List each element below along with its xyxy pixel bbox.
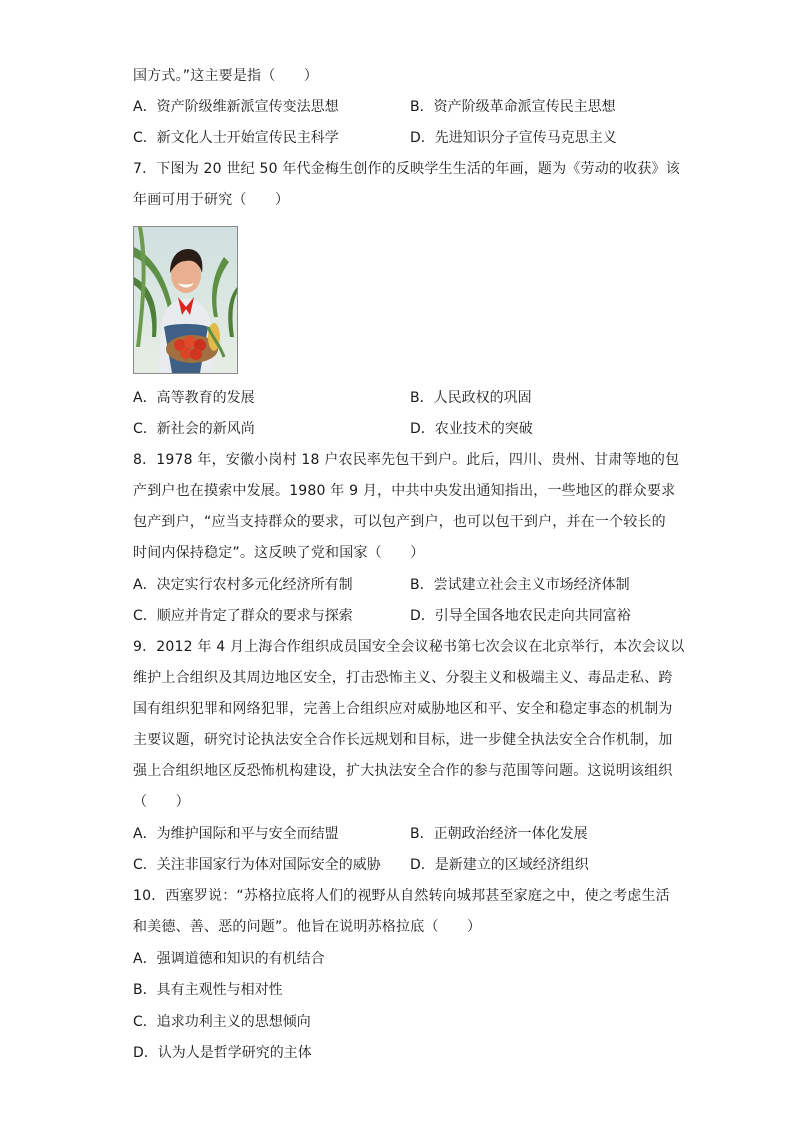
q7-stem-line2: 年画可用于研究（ ）	[133, 192, 290, 208]
q6-option-a: A．资产阶级维新派宣传变法思想	[133, 99, 339, 115]
q8-option-a: A．决定实行农村多元化经济所有制	[133, 577, 353, 593]
q9-stem-line6: （ ）	[133, 794, 190, 810]
q10-option-d: D．认为人是哲学研究的主体	[133, 1045, 312, 1061]
q9-option-b: B．正朝政治经济一体化发展	[410, 826, 588, 842]
q8-option-d: D．引导全国各地农民走向共同富裕	[410, 608, 631, 624]
q10-option-a: A．强调道德和知识的有机结合	[133, 951, 325, 967]
q6-option-d: D．先进知识分子宣传马克思主义	[410, 130, 617, 146]
q10-stem-line2: 和美德、善、恶的问题”。他旨在说明苏格拉底（ ）	[133, 919, 482, 935]
q9-option-a: A．为维护国际和平与安全而结盟	[133, 826, 339, 842]
q7-option-c: C．新社会的新风尚	[133, 421, 255, 437]
q9-stem-line5: 强上合组织地区反恐怖机构建设，扩大执法安全合作的参与范围等问题。这说明该组织	[133, 763, 673, 779]
q8-stem-line4: 时间内保持稳定”。这反映了党和国家（ ）	[133, 545, 425, 561]
q9-stem-line4: 主要议题，研究讨论执法安全合作长远规划和目标，进一步健全执法安全合作机制，加	[133, 732, 673, 748]
q10-option-b: B．具有主观性与相对性	[133, 982, 283, 998]
q8-stem-line3: 包产到户，“应当支持群众的要求，可以包产到户，也可以包干到户，并在一个较长的	[133, 514, 666, 530]
q7-option-d: D．农业技术的突破	[410, 421, 533, 437]
q6-option-b: B．资产阶级革命派宣传民主思想	[410, 99, 616, 115]
q8-option-c: C．顺应并肯定了群众的要求与探索	[133, 608, 353, 624]
q10-option-c: C．追求功利主义的思想倾向	[133, 1014, 311, 1030]
q9-stem-line1: 9．2012 年 4 月上海合作组织成员国安全会议秘书第七次会议在北京举行，本次会议以	[133, 639, 685, 655]
q9-stem-line3: 国有组织犯罪和网络犯罪，完善上合组织应对威胁地区和平、安全和稳定事态的机制为	[133, 701, 673, 717]
q10-stem-line1: 10．西塞罗说：“苏格拉底将人们的视野从自然转向城邦甚至家庭之中，使之考虑生活	[133, 888, 670, 904]
q9-stem-line2: 维护上合组织及其周边地区安全，打击恐怖主义、分裂主义和极端主义、毒品走私、跨	[133, 670, 673, 686]
harvest-poster-image	[133, 226, 238, 374]
q7-option-b: B．人民政权的巩固	[410, 390, 532, 406]
q9-option-c: C．关注非国家行为体对国际安全的威胁	[133, 857, 381, 873]
q8-stem-line1: 8．1978 年，安徽小岗村 18 户农民率先包干到户。此后，四川、贵州、甘肃等地的包	[133, 452, 680, 468]
q7-option-a: A．高等教育的发展	[133, 390, 255, 406]
q8-option-b: B．尝试建立社会主义市场经济体制	[410, 577, 630, 593]
q6-stem-tail: 国方式。”这主要是指（ ）	[133, 68, 319, 84]
q7-stem-line1: 7．下图为 20 世纪 50 年代金梅生创作的反映学生生活的年画，题为《劳动的收获》该	[133, 161, 680, 177]
q9-option-d: D．是新建立的区域经济组织	[410, 857, 589, 873]
q6-option-c: C．新文化人士开始宣传民主科学	[133, 130, 339, 146]
q8-stem-line2: 产到户也在摸索中发展。1980 年 9 月，中共中央发出通知指出，一些地区的群众要求	[133, 483, 676, 499]
